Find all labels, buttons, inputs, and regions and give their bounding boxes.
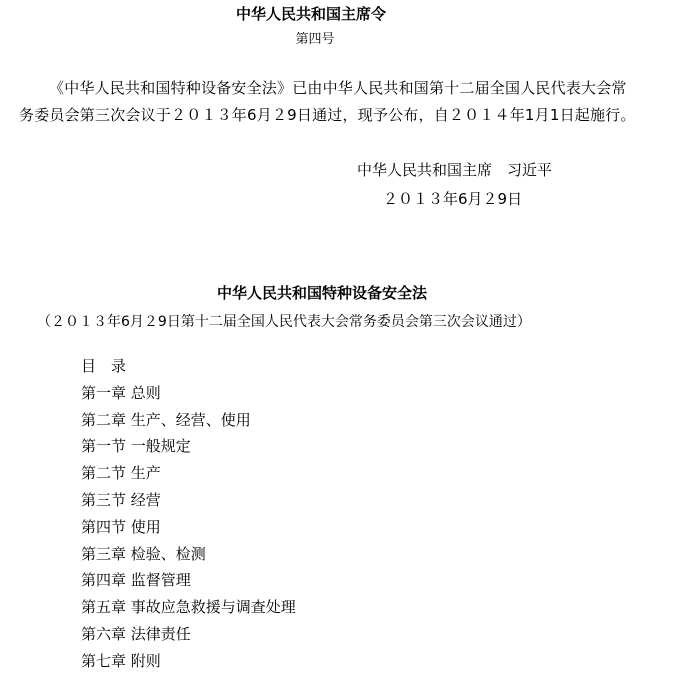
- table-of-contents: [81, 353, 296, 675]
- toc-item: 第六章 法律责任: [81, 624, 191, 643]
- order-signer: 中华人民共和国主席 习近平: [357, 161, 553, 179]
- toc-item: 第二章 生产、经营、使用: [81, 410, 251, 429]
- toc-item: 第三节 经营: [81, 490, 161, 509]
- toc-item: 第四章 监督管理: [81, 571, 191, 590]
- order-body-paragraph: 《中华人民共和国特种设备安全法》已由中华人民共和国第十二届全国人民代表大会常务委员会第三次会议于２０１３年6月２9日通过，现予公布，自２０１４年1月1日起施行。: [19, 79, 636, 124]
- order-date: ２０１３年6月２9日: [383, 190, 523, 208]
- law-subtitle: [37, 312, 531, 332]
- toc-heading: 目 录: [81, 357, 127, 375]
- toc-item: 第七章 附则: [81, 651, 161, 670]
- toc-item: 第一章 总则: [81, 383, 161, 402]
- toc-item: 第二节 生产: [81, 464, 161, 483]
- toc-item: 第五章 事故应急救援与调查处理: [81, 598, 296, 617]
- law-subtitle-text: 第十二届全国人民代表大会常务委员会第三次会议通过）: [180, 314, 531, 330]
- order-number: 第四号: [295, 32, 335, 47]
- law-subtitle-date: （２０１３年6月２9日: [37, 314, 181, 330]
- law-title: 中华人民共和国特种设备安全法: [216, 284, 427, 302]
- order-title: 中华人民共和国主席令: [235, 5, 386, 23]
- toc-item: 第四节 使用: [81, 517, 161, 536]
- toc-item: 第三章 检验、检测: [81, 544, 206, 563]
- toc-item: 第一节 一般规定: [81, 437, 191, 456]
